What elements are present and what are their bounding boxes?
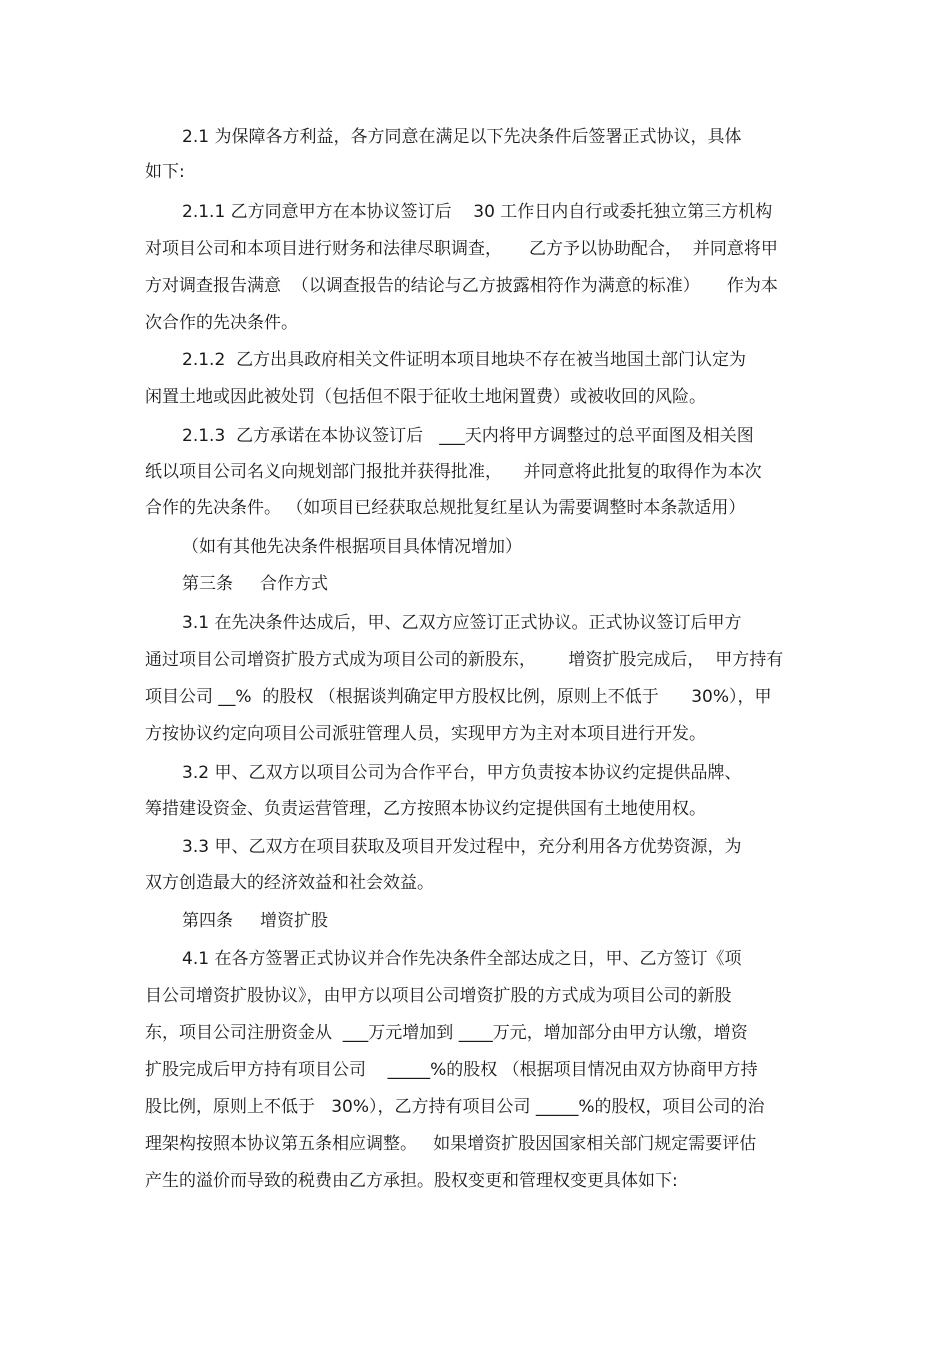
- para-2-1-1-line-2: 对项目公司和本项目进行财务和法律尽职调查， 乙方予以协助配合， 并同意将甲: [145, 239, 778, 259]
- para-2-1-1-line-1: 2.1.1 乙方同意甲方在本协议签订后 30 工作日内自行或委托独立第三方机构: [182, 202, 773, 222]
- para-4-1-line-3: 东，项目公司注册资金从 ___万元增加到 ____万元，增加部分由甲方认缴，增资: [145, 1023, 748, 1043]
- para-4-1-line-2: 目公司增资扩股协议》，由甲方以项目公司增资扩股的方式成为项目公司的新股: [145, 986, 732, 1006]
- para-3-1-line-2: 通过项目公司增资扩股方式成为项目公司的新股东， 增资扩股完成后， 甲方持有: [145, 650, 784, 670]
- para-4-1-line-1: 4.1 在各方签署正式协议并合作先决条件全部达成之日，甲、乙方签订《项: [182, 949, 742, 969]
- para-2-1-3-line-3: 合作的先决条件。 （如项目已经获取总规批复红星认为需要调整时本条款适用）: [145, 498, 746, 518]
- para-2-1-2-line-1: 2.1.2 乙方出具政府相关文件证明本项目地块不存在被当地国土部门认定为: [182, 350, 747, 370]
- para-3-3-line-2: 双方创造最大的经济效益和社会效益。: [145, 873, 434, 893]
- para-2-1-line-2: 如下:: [145, 162, 185, 182]
- para-2-1-2-line-2: 闲置土地或因此被处罚（包括但不限于征收土地闲置费）或被收回的风险。: [145, 387, 706, 407]
- para-4-1-line-7: 产生的溢价而导致的税费由乙方承担。股权变更和管理权变更具体如下:: [145, 1171, 678, 1191]
- article-3-heading: 第三条 合作方式: [182, 574, 329, 594]
- para-2-1-1-line-4: 次合作的先决条件。: [145, 313, 298, 333]
- note-additional-conditions: （如有其他先决条件根据项目具体情况增加）: [182, 537, 522, 557]
- para-2-1-3-line-1: 2.1.3 乙方承诺在本协议签订后 ___天内将甲方调整过的总平面图及相关图: [182, 426, 754, 446]
- para-2-1-3-line-2: 纸以项目公司名义向规划部门报批并获得批准， 并同意将此批复的取得作为本次: [145, 462, 762, 482]
- para-4-1-line-5: 股比例，原则上不低于 30%），乙方持有项目公司 _____%的股权，项目公司的治: [145, 1097, 765, 1117]
- para-3-2-line-1: 3.2 甲、乙双方以项目公司为合作平台，甲方负责按本协议约定提供品牌、: [182, 763, 742, 783]
- para-3-2-line-2: 筹措建设资金、负责运营管理，乙方按照本协议约定提供国有土地使用权。: [145, 799, 706, 819]
- para-3-1-line-1: 3.1 在先决条件达成后，甲、乙双方应签订正式协议。正式协议签订后甲方: [182, 613, 742, 633]
- para-4-1-line-4: 扩股完成后甲方持有项目公司 _____%的股权 （根据项目情况由双方协商甲方持: [145, 1060, 758, 1080]
- para-2-1-1-line-3: 方对调查报告满意 （以调查报告的结论与乙方披露相符作为满意的标准） 作为本: [145, 276, 778, 296]
- para-4-1-line-6: 理架构按照本协议第五条相应调整。 如果增资扩股因国家相关部门规定需要评估: [145, 1134, 757, 1154]
- para-3-3-line-1: 3.3 甲、乙双方在项目获取及项目开发过程中，充分利用各方优势资源，为: [182, 837, 742, 857]
- article-4-heading: 第四条 增资扩股: [182, 911, 329, 931]
- para-3-1-line-4: 方按协议约定向项目公司派驻管理人员，实现甲方为主对本项目进行开发。: [145, 724, 706, 744]
- para-3-1-line-3: 项目公司 __% 的股权 （根据谈判确定甲方股权比例，原则上不低于 30%），甲: [145, 687, 772, 707]
- para-2-1-line-1: 2.1 为保障各方利益，各方同意在满足以下先决条件后签署正式协议，具体: [182, 127, 742, 147]
